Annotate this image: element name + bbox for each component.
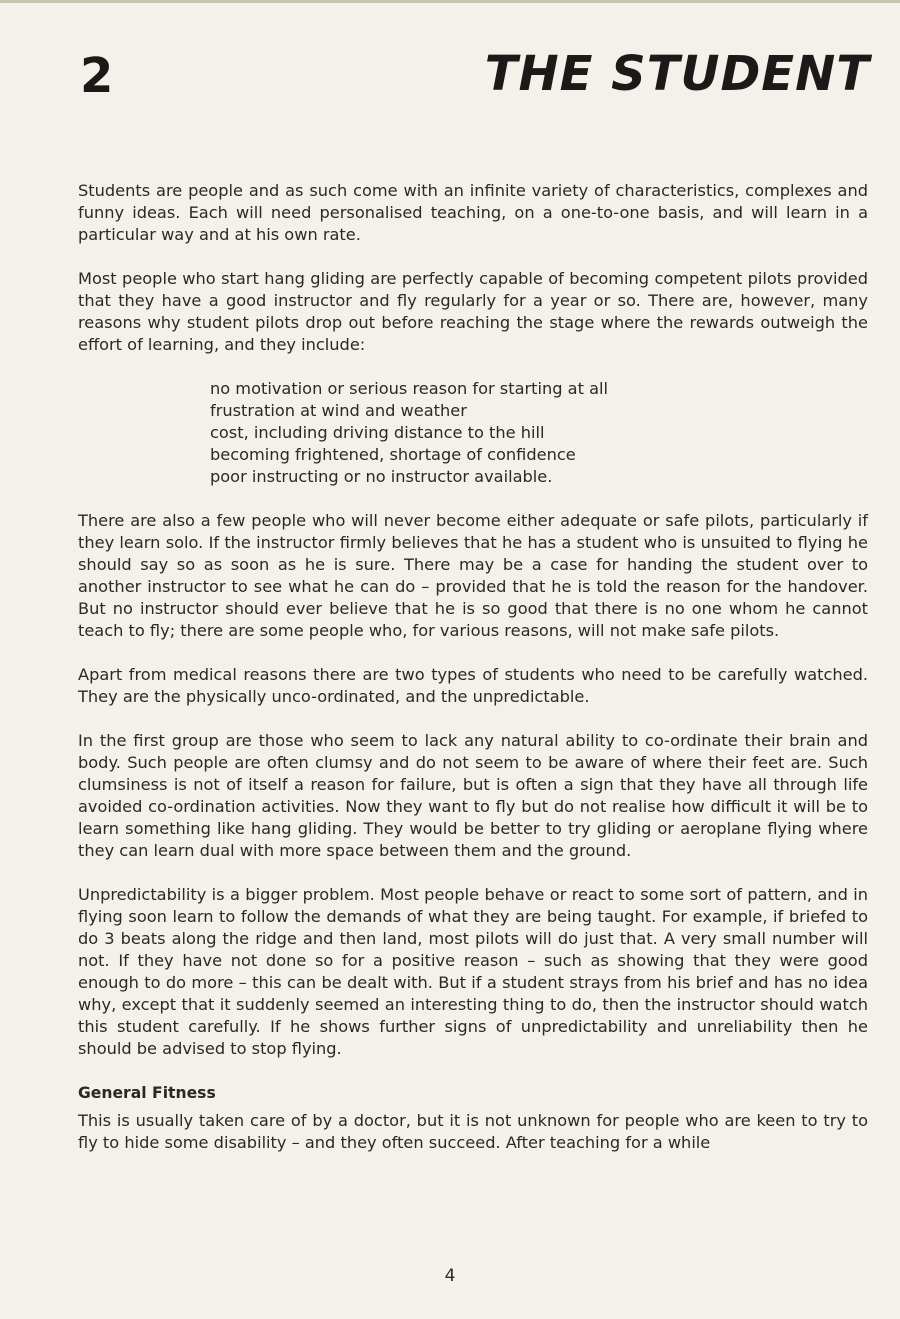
paragraph-unsafe-pilots: There are also a few people who will never become either adequate or safe pilots, particularly if they learn solo. If the instructor firmly believes that he has a student who is unsuited to flying he should say so as soon as he is sure. There may be a case for handing the student over to another instructor to see what he can do – provided that he is told the reason for the handover. But no instructor should ever believe that he is so good that there is no one whom he cannot teach to fly; there are some people who, for various reasons, will not make safe pilots.	[78, 511, 868, 640]
list-item: frustration at wind and weather	[210, 401, 467, 420]
reasons-list	[210, 378, 868, 488]
list-item: becoming frightened, shortage of confidence	[210, 445, 576, 464]
page-edge	[0, 0, 900, 3]
paragraph-unco-ordinated: In the first group are those who seem to lack any natural ability to co-ordinate their brain and body. Such people are often clumsy and do not seem to be aware of where their feet are. Such clumsiness is not of itself a reason for failure, but is often a sign that they have all through life avoided co-ordination activities. Now they want to fly but do not realise how difficult it will be to learn something like hang gliding. They would be better to try gliding or aeroplane flying where they can learn dual with more space between them and the ground.	[78, 731, 868, 860]
list-item: no motivation or serious reason for starting at all	[210, 379, 609, 398]
section-heading: General Fitness	[78, 1084, 216, 1102]
chapter-number: 2	[80, 48, 114, 104]
paragraph-unpredictability: Unpredictability is a bigger problem. Most people behave or react to some sort of pattern, and in flying soon learn to follow the demands of what they are being taught. For example, if briefed to do 3 beats along the ridge and then land, most pilots will do just that. A very small number will not. If they have not done so for a positive reason – such as showing that they were good enough to do more – this can be dealt with. But if a student strays from his brief and has no idea why, except that it suddenly seemed an interesting thing to do, then the instructor should watch this student carefully. If he shows further signs of unpredictability and unreliability then he should be advised to stop flying.	[78, 885, 868, 1058]
list-item: cost, including driving distance to the hill	[210, 423, 545, 442]
chapter-title: THE STUDENT	[484, 46, 870, 102]
list-item: poor instructing or no instructor available.	[210, 467, 553, 486]
paragraph-two-types: Apart from medical reasons there are two types of students who need to be carefully watched. They are the physically unco-ordinated, and the unpredictable.	[78, 665, 868, 706]
page-number: 4	[444, 1266, 456, 1286]
paragraph-drop-out: Most people who start hang gliding are perfectly capable of becoming competent pilots provided that they have a good instructor and fly regularly for a year or so. There are, however, many reasons why student pilots drop out before reaching the stage where the rewards outweigh the effort of learning, and they include:	[78, 269, 868, 354]
paragraph-general-fitness: This is usually taken care of by a doctor, but it is not unknown for people who are keen to try to fly to hide some disability – and they often succeed. After teaching for a while	[78, 1111, 868, 1152]
paragraph-intro: Students are people and as such come with an infinite variety of characteristics, complexes and funny ideas. Each will need personalised teaching, on a one-to-one basis, and will learn in a particular way and at his own rate.	[78, 181, 868, 244]
page-content	[78, 180, 868, 1176]
